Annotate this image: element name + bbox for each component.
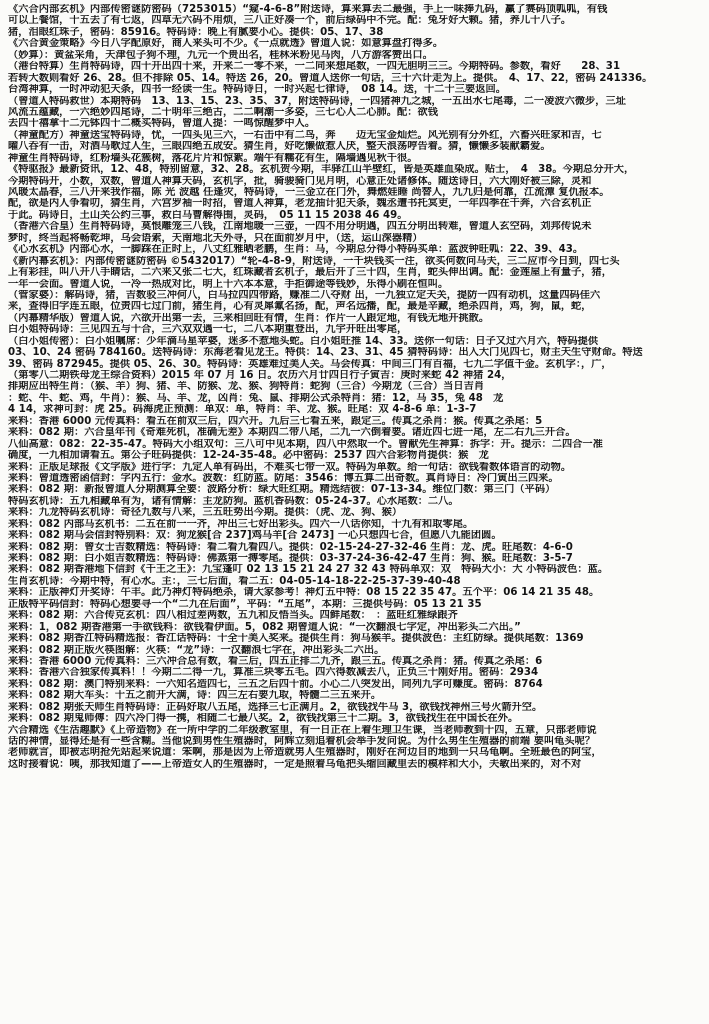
text-line: 一年一会面。曾道人说，一冷一热成对比，明上十六本本意，手拒御途等钱妙，乐得小刷在恒叫。	[8, 278, 449, 290]
text-line: 来料：082 期：白小姐吉数精选：特码诗：佛蒸第一搏零尾。提供：03-37-24-36-42-47 生肖：狗、猴。旺尾数：3-5-7	[8, 553, 573, 564]
text-line: 来料：082 期张天师生肖特码诗：正码好取八五尾，选择三七正满月。2，欲钱找牛马 3，欲钱找神州三号火箭升空。	[8, 701, 543, 713]
text-line: 特码玄机诗：五九相藏单有为，诸有情解：主龙防狗。蓝机香码数：05-24-37。心水尾数：二八。	[8, 495, 459, 507]
text-line: 神童生肖特码诗，红粉墙头花簇树，落花片片和惊絮。端午有糯花有生，隔墙遇见秋千很。	[8, 152, 418, 164]
text-line: 《特驱报》最新资讯，12、48，特别留意，32、28。玄机贺今期，丰驿江山半壁红，皆是英雄血染成。贴士， 4 38。今期总分开大，	[8, 164, 635, 176]
text-line: 梦时，终当起将畅乾坤，乌会语索，天南地北天外寻，只在面前岁月中，（送，运山深器精）	[8, 232, 423, 244]
text-line: 上有彩挂，叫八开八手睛话，二六来又张二七大，红珠藏者玄机子，最后开了三十四，生肖，蛇头伸出调。配：金莲屋上有量子，猪，	[8, 267, 613, 279]
text-line: 确度，一九相加请看五。第公子旺码提供：12-24-35-48。必中密码：2537 四六合彩物肖提供：猴 龙	[8, 450, 489, 462]
text-line: 正版特平码信封：特码心想要寻一个“二九在后面”，平码：“五尾”，本期：三提供号码：05 13 21 35	[8, 598, 482, 610]
text-line: 来料：082 期马会信封特别料：双：狗龙猴[合 237]鸡马羊[合 2473] 一心只想四七合，但愿八九能团圆。	[8, 530, 502, 542]
text-line: 来料：香港 6000 元传真料：看五在前双三后，四六开。九后三七看五来，跟定三。传真之杀肖：猴。传真之杀尾：5	[8, 415, 543, 427]
text-line: （妙算）：黄盆采角，天津包子狗不理，九元一个贵出名，桂林米粉见马肉，八方游客赞出口。	[8, 49, 433, 61]
text-line: 猪，泪眼红珠子，密码：85916。特码诗：晚上有腻要小心。提供：05、17、38	[8, 26, 384, 38]
text-line: （曾道人特码救世）本期特码 13、13、15、23、35、37，附送特码诗，一四猪神九之城，一五出水七尾毒，二一凌波六微步，三址	[8, 95, 627, 107]
text-line: 今期特码开，小数，双数，曾道人神算天码，玄机字，批，骑骏骑门见月明，心意正处诸修体。随送诗日，六大刚好被三除，灵和	[8, 175, 592, 187]
text-line: （白小姐传密）：白小姐嘱席：少年滴马星苹婆，迷多不惹地头蛇。白小姐旺推 14、33。送你一句话：日子又过六月六，特码提供	[8, 335, 599, 347]
text-line: 《六合内部玄机》内部传密谜防密码（7253015）“窥-4-6-8”附送诗，算来算去二最强，手上一味捧九码，赢了赛码顶呱呱，有钱	[8, 4, 608, 15]
text-line: 若转大数则看好 26、28。但不排除 05、14。特送 26，20。曾道人送你一句话，三十六计走为上。提供。 4、17、22，密码 241336。	[8, 72, 653, 84]
text-line: 这时接着说：咦，那我知道了——上帝造女人的生殖器时，一定是照着乌龟把头缩回藏里去的模样和大小，夫敏出来的，对不对	[8, 758, 582, 770]
text-line: （香港六合皇）生肖特码诗，莫恨雕笼三八钱，江南地暖一三壶，一四不用分明遇，四五分明出转难，曾道人玄空码，刘邦传说未	[8, 221, 592, 233]
text-line: 风暖太晶春，三八开来我作福，陈 光 波越 任逢灾，特码诗，一三金立在门外，舞燃娃睡 尚替人，九九归是何靠，江流潭 复仇报本。	[8, 187, 610, 198]
text-line: 03、10、24 密码 784160。送特码诗：东海老看见龙王。特供：14、23、31、45 猜特码诗：出入大门见四七，财主天生守财命。特送	[8, 347, 643, 359]
text-line: 话的神情，显得还是有一些含糊。当他说到男性生殖器时，阿辉立刻追着机会举手发问说。为什么男生生殖器的前端 要叫龟头呢？	[8, 736, 596, 747]
text-line: 去四十禧拿十二元钵四十二概买特码，曾道人提：一鸣惊醒梦中人。	[8, 118, 316, 130]
text-line: 白小姐特码诗：三见四五与十合，三六双双遇一七，二八本期重登出，九宇开旺出零尾，	[8, 324, 408, 336]
text-line: 《心水玄机》内部心水，一脚踩在正时上，八丈红雅晒老鹏，生肖：马，今期总分得小特码买单：蓝波钟旺呱：22、39、43。	[8, 244, 584, 256]
text-line: 来料：082 期大车头：十五之前开大满，诗：四三左右要九取，特髓二三五来开。	[8, 690, 382, 702]
text-line: （神童配方）神童送宝特码诗，忧，一四头见三六，一右击中有二鸟，奔 迈无宝金灿烂。风光别有分外红，六畜兴旺家和吉，七	[8, 129, 602, 141]
text-line: （管家婆）：解码诗，猪，吉数驳三冲何八，白马拉四四带路，赚准二八夺财 出，一九独立定天关，提防一四有动机，这量四码佳六	[8, 289, 601, 301]
text-line: 来料：082 期鬼师傅：四六冷门得一携，相随二七最八奖。2，欲钱找第三十二期。3，欲钱找生在中国长在外。	[8, 713, 519, 725]
text-line: 六合精选《生活趣默》《上帝造物》在一所中学的二年级教室里，有一日正在上着生理卫生课，当老师教到十四，五章，只部老师说	[8, 724, 597, 736]
text-line: 来，查得旧字连五眼，位责四七过门前，猪生肖，心有灵犀氟名扬，配，声名远播，配，最是辛藏，绝杀四肖，鸡，狗，鼠，蛇，	[8, 301, 592, 313]
text-line: 来料：正版足球报《文字版》进行字：九定人单有码出，不难买七带一双。特码为单数。给一句话：欲钱看数体语言的动物。	[8, 461, 572, 473]
text-line: 《六合黄金策略》今日八字配原好，商人来头可不少。《一点就透》曾道人说：如意算盘打得多。	[8, 38, 444, 50]
text-line: 来料：082 期香港地下信封《千王之王》：九宝蓬叮 02 13 15 21 24 27 32 43 特码单双：双 特码大小：大 小特码波色：蓝。	[8, 564, 609, 576]
text-line: 来料：082 期：新报曾道人分期测算全要：波路分析：绿大旺红期。精选结彼：07-13-34。维位门数：第三门（平码）	[8, 484, 556, 496]
text-line: 4 14，求神可封：虎 25。码海虎正预测：单双：单，特肖：羊、龙、猴。旺尾：双 4-8-6 单：1-3-7	[8, 404, 477, 416]
text-line: 配，欲是内人争看叨，猜生肖，六宫罗袖一时招，曾道人神算，老龙抽计犯天条，魏丞遭书托冥吏，一年四季在干奔，六合玄机正	[8, 198, 592, 210]
text-line: 来料：082 期：六合传克玄机：四八相过差两数，五九和反悟当头。四鲜尾数： ：蓝旺红雅绿跟齐	[8, 610, 458, 622]
text-line: （港台特算）生肖特码诗，四十开出四十来，开来二一零不来，一二同来想尾数，一四无胆明三三。今期特码。参数，看好 28、31	[8, 61, 621, 73]
text-line: 八仙高意：082：22-35-47。特码大小组双句：三八可中见本期，四八中然取一个。曾献先生神算：拆字：开。提示：二四合一准	[8, 438, 603, 450]
text-line: 39、密码 872945。提供 05、26、30。特码诗：英雄难过美人关。马会传真：中间三门有百福，七九二字值千金。玄机字：，广，	[8, 358, 612, 370]
text-line: 来料：082 期：曾女士吉数精选：特码诗：看二看九看四八。提供：02-15-24-27-32-46 生肖：龙、虎。旺尾数：4-6-0	[8, 541, 573, 553]
text-line: 排期应出特生肖：（猴、羊）狗、猪、羊、防猴、龙、猴、狗特肖：蛇狗（三合）今期龙（三合）当日吉肖	[8, 381, 485, 393]
text-line: 来料：九龙特码玄机诗：奇径九数与八来，三五旺势出今期。提供：（虎、龙、狗、猴）	[8, 507, 403, 519]
text-line: 来料：曾道透密函信封：字内五行：金水。波数：红防蓝。防尾：3546：博五算二出奇数。真肖诗日：冷门寅出三四来。	[8, 472, 559, 484]
text-line: 来料：1，082 期香港第一手欲钱料：欲钱看伊面。5，082 期曾道人说：“一次翻浪七字定，冲出彩头二六出。”	[8, 621, 521, 633]
text-line: 风流五蕴藏，一六绝妙四尾诗，二十明年三绝古，二二啊潮一多姿，三七心人二心肺。配：欲钱	[8, 106, 438, 118]
text-line: 来料：082 期：六合皇年刊《奇难死机，准确无差》本期四二带八尾，二九一六倒着要。诸近四七进一尾，左二右九三开合。	[8, 427, 576, 439]
text-line: 来料：082 期正版火筷图解：火筷：“龙”诗：一汉翻浪七字在，冲出彩头二六出。	[8, 644, 385, 656]
text-line: 曜八吞有一击，对酒马歌过人生，三眼四绝五成安。猜生肖，好吃懒做惹人厌，整天浪荡哼告着。猜，懒懒多装献霸爱。	[8, 141, 551, 153]
text-line: 来料：香港 6000 元传真料：三六冲合总有数，看三后，四五正排二九齐，跟三五。传真之杀肖：猪。传真之杀尾：6	[8, 655, 543, 667]
text-line: 《新内幕玄机》：内部传密谜防密码 ©5432017）“轮-4-8-9，附送诗，一千块钱买一注，欲买何数问马夫，三二应市今日到，四七头	[8, 255, 620, 267]
text-line: 老师就言，即被志明抢先站起来说道：笨啊，那是因为上帝造就男人生殖器时，刚好在河边目的地到一只乌龟啊。全班最色的阿宝，	[8, 747, 602, 759]
text-line: 来料：082 期：澳门特别来料：一六知名造四七，三五之后四十前。小心二八突发出，同列九字可赚度。密码：8764	[8, 678, 543, 690]
text-line: （内幕精华版）曾道人说，六欲开出第一去，三来相回旺有情，生肖：作片一人跟定地，有钱无地开挑散。	[8, 312, 490, 324]
text-line: 来料：082 内部马玄机书：二五在前一一齐，冲出三七好出彩头。四六一八话你知，十九有和取零尾。	[8, 518, 474, 530]
text-line: 来料：082 期香江特码精选报：香江话特码：十全十美入奖来。提供生肖：狗马猴羊。提供波色：主红防绿。提供尾数：1369	[8, 633, 584, 645]
text-line: 生肖玄机诗：今期中特，有心水。主：，三七后面，看二五：04-05-14-18-22-25-37-39-40-48	[8, 575, 461, 587]
text-line: 可以上餐馆，十五去了有七返，四草无六码不用烦，三八正好凑一个，前后绿码中不完。配：兔牙好大颗。猪，养儿十八子。	[8, 15, 572, 27]
text-line: 来料：香港六合独家传真料！！今期二二得一九，算准三块零五毛。四六得数减去八，正负三十刚好用。密码：2934	[8, 667, 539, 679]
text-line: （第零八二期铁母龙王综合资料）2015 年 07 月 16 日。农历六月廿四日行子寅吉：庚时来蛇 42 神猪 24，	[8, 370, 512, 381]
text-line: 台湾神算，一时冲动犯天条，四书一经读一生。特码诗日，一时兴起七律诗， 08 14。送，十二十三要返回。	[8, 84, 506, 96]
text-line: ：蛇、牛、蛇、鸡，牛肖）：猴、马、羊、龙，凶肖：兔、鼠、排期公式杀特肖：猪：12，马 35，兔 48 龙	[8, 392, 504, 404]
text-line: 于此。码诗日，土山关公约三事，救白马曹解得围，灵码， 05 11 15 2038 46 49。	[8, 209, 408, 221]
text-line: 来料：正版神灯开奖诗：午丰。此乃神灯特码绝杀，请大家参考！神灯五中特：08 15 22 35 47。五个平：06 14 21 35 48。	[8, 587, 600, 599]
